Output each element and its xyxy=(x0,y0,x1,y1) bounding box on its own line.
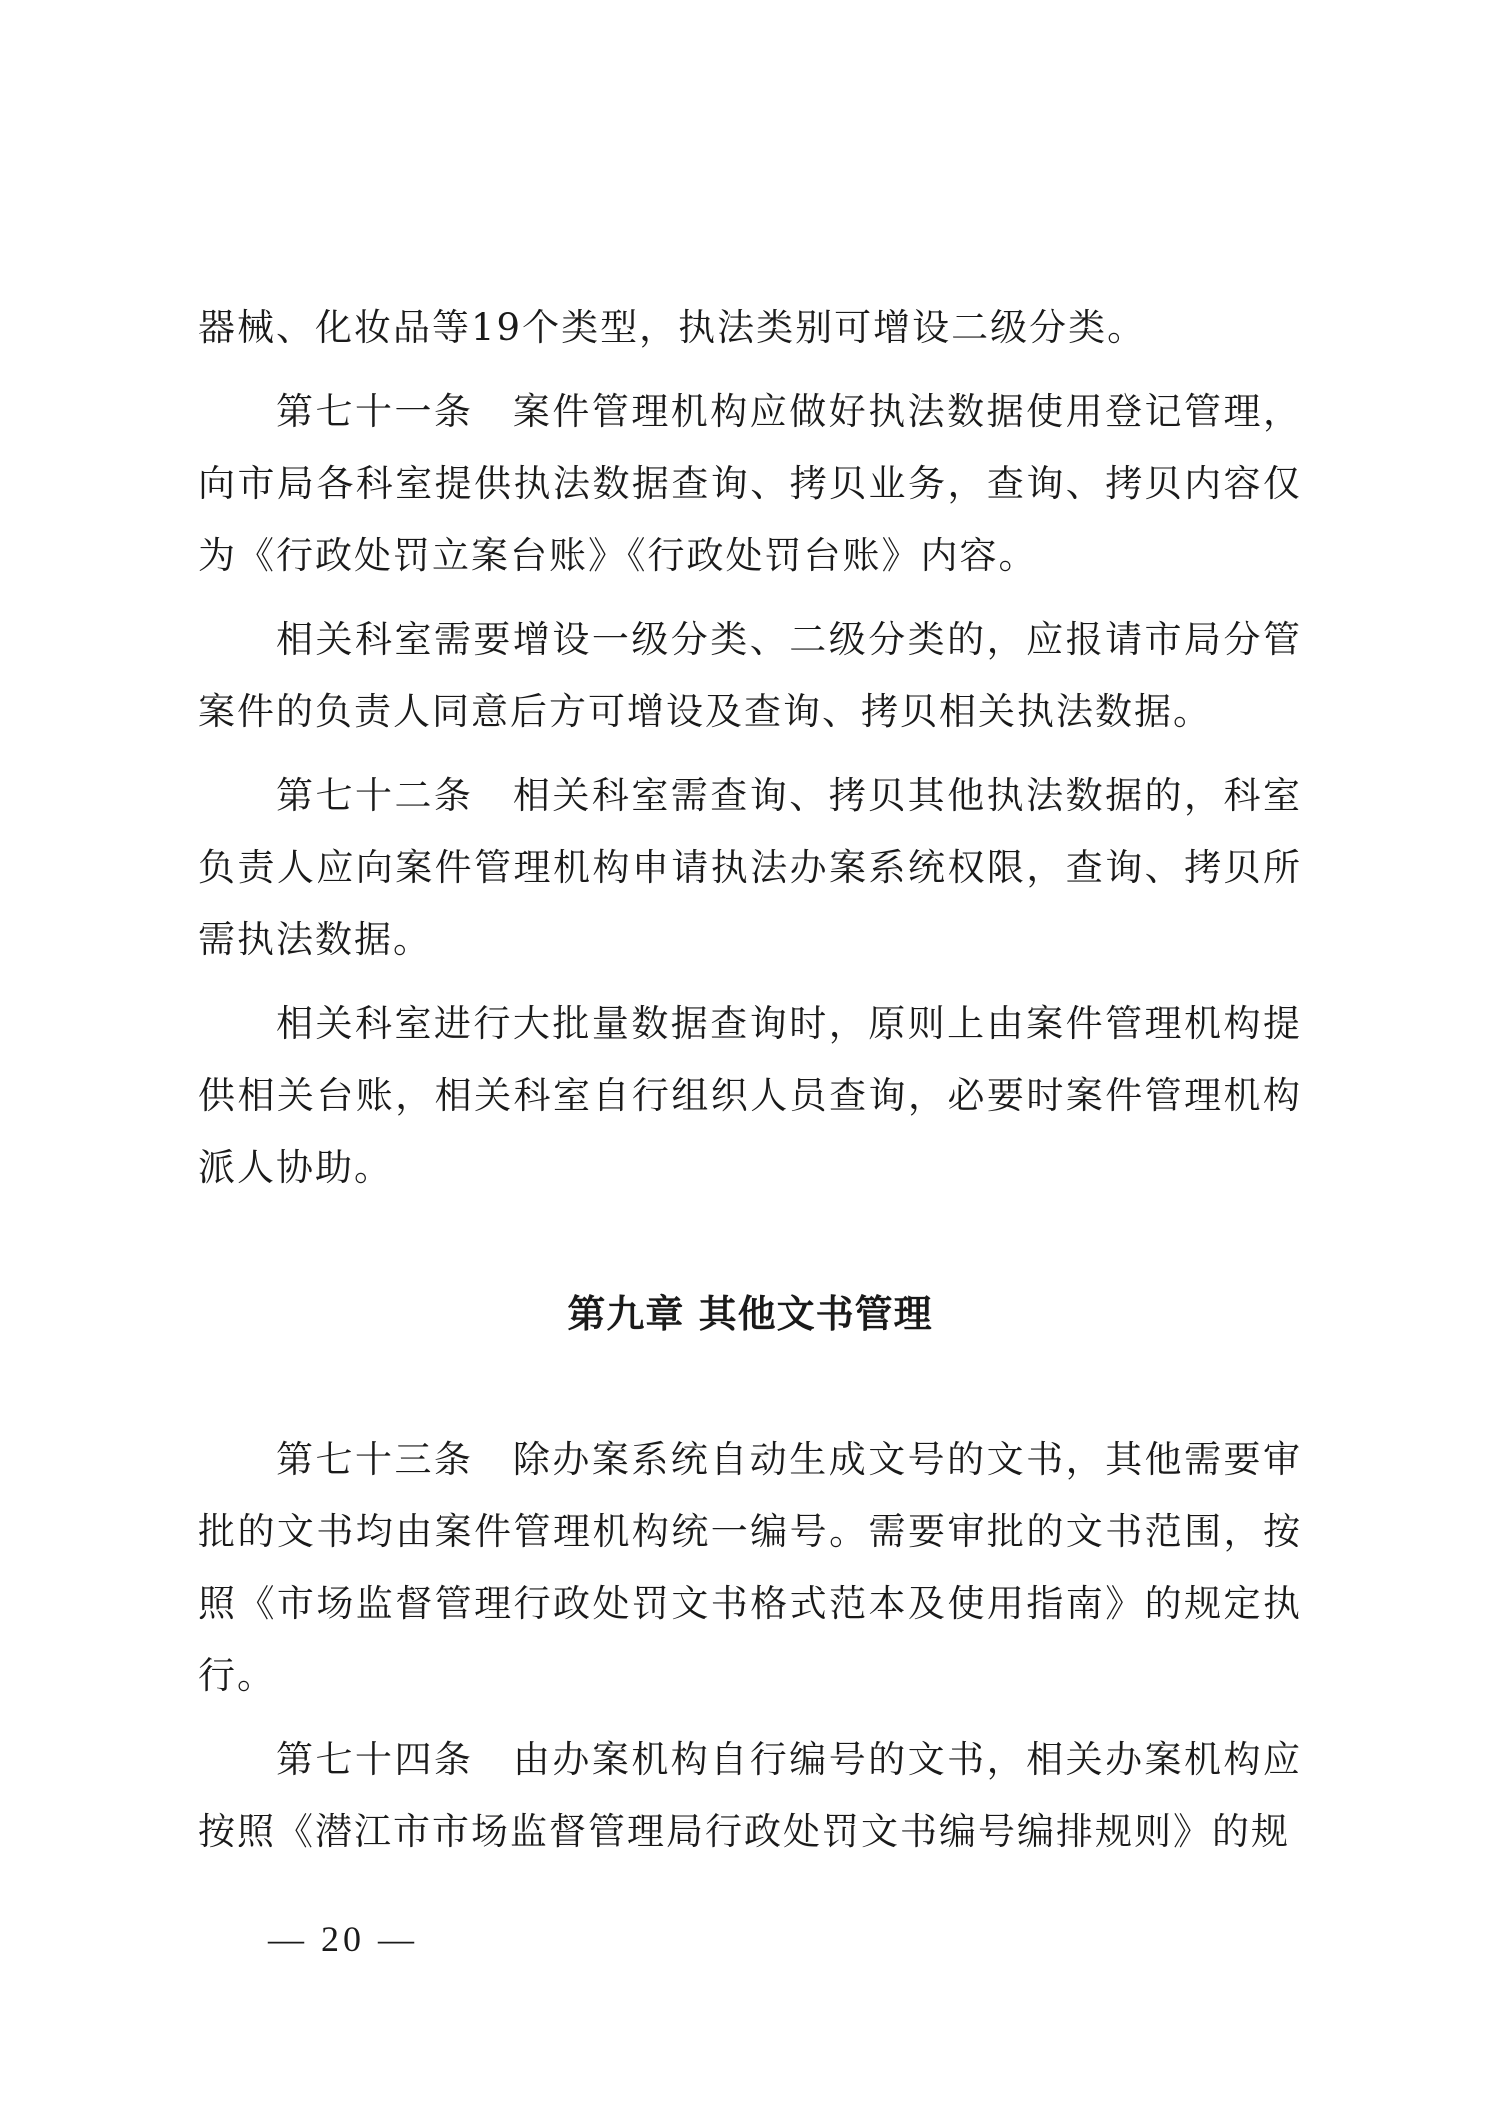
article-74: 第七十四条 由办案机构自行编号的文书，相关办案机构应按照《潜江市市场监督管理局行政处罚文书编号编排规则》的规 xyxy=(198,1738,1302,1853)
paragraph-continuation: 器械、化妆品等19个类型，执法类别可增设二级分类。 xyxy=(198,306,1147,349)
chapter-heading-wrapper xyxy=(198,1290,1302,1338)
paragraph-bulk-query: 相关科室进行大批量数据查询时，原则上由案件管理机构提供相关台账，相关科室自行组织人员查询，必要时案件管理机构派人协助。 xyxy=(198,1002,1302,1189)
document-body xyxy=(198,292,1302,1868)
article-71: 第七十一条 案件管理机构应做好执法数据使用登记管理，向市局各科室提供执法数据查询、拷贝业务，查询、拷贝内容仅为《行政处罚立案台账》《行政处罚台账》内容。 xyxy=(198,390,1302,577)
page-number: — 20 — xyxy=(268,1919,418,1959)
article-73: 第七十三条 除办案系统自动生成文号的文书，其他需要审批的文书均由案件管理机构统一编号。需要审批的文书范围，按照《市场监督管理行政处罚文书格式范本及使用指南》的规定执行。 xyxy=(198,1438,1302,1697)
article-72: 第七十二条 相关科室需查询、拷贝其他执法数据的，科室负责人应向案件管理机构申请执法办案系统权限，查询、拷贝所需执法数据。 xyxy=(198,774,1302,961)
chapter-title: 第九章 其他文书管理 xyxy=(567,1292,933,1336)
paragraph-classification: 相关科室需要增设一级分类、二级分类的，应报请市局分管案件的负责人同意后方可增设及查询、拷贝相关执法数据。 xyxy=(198,618,1302,733)
